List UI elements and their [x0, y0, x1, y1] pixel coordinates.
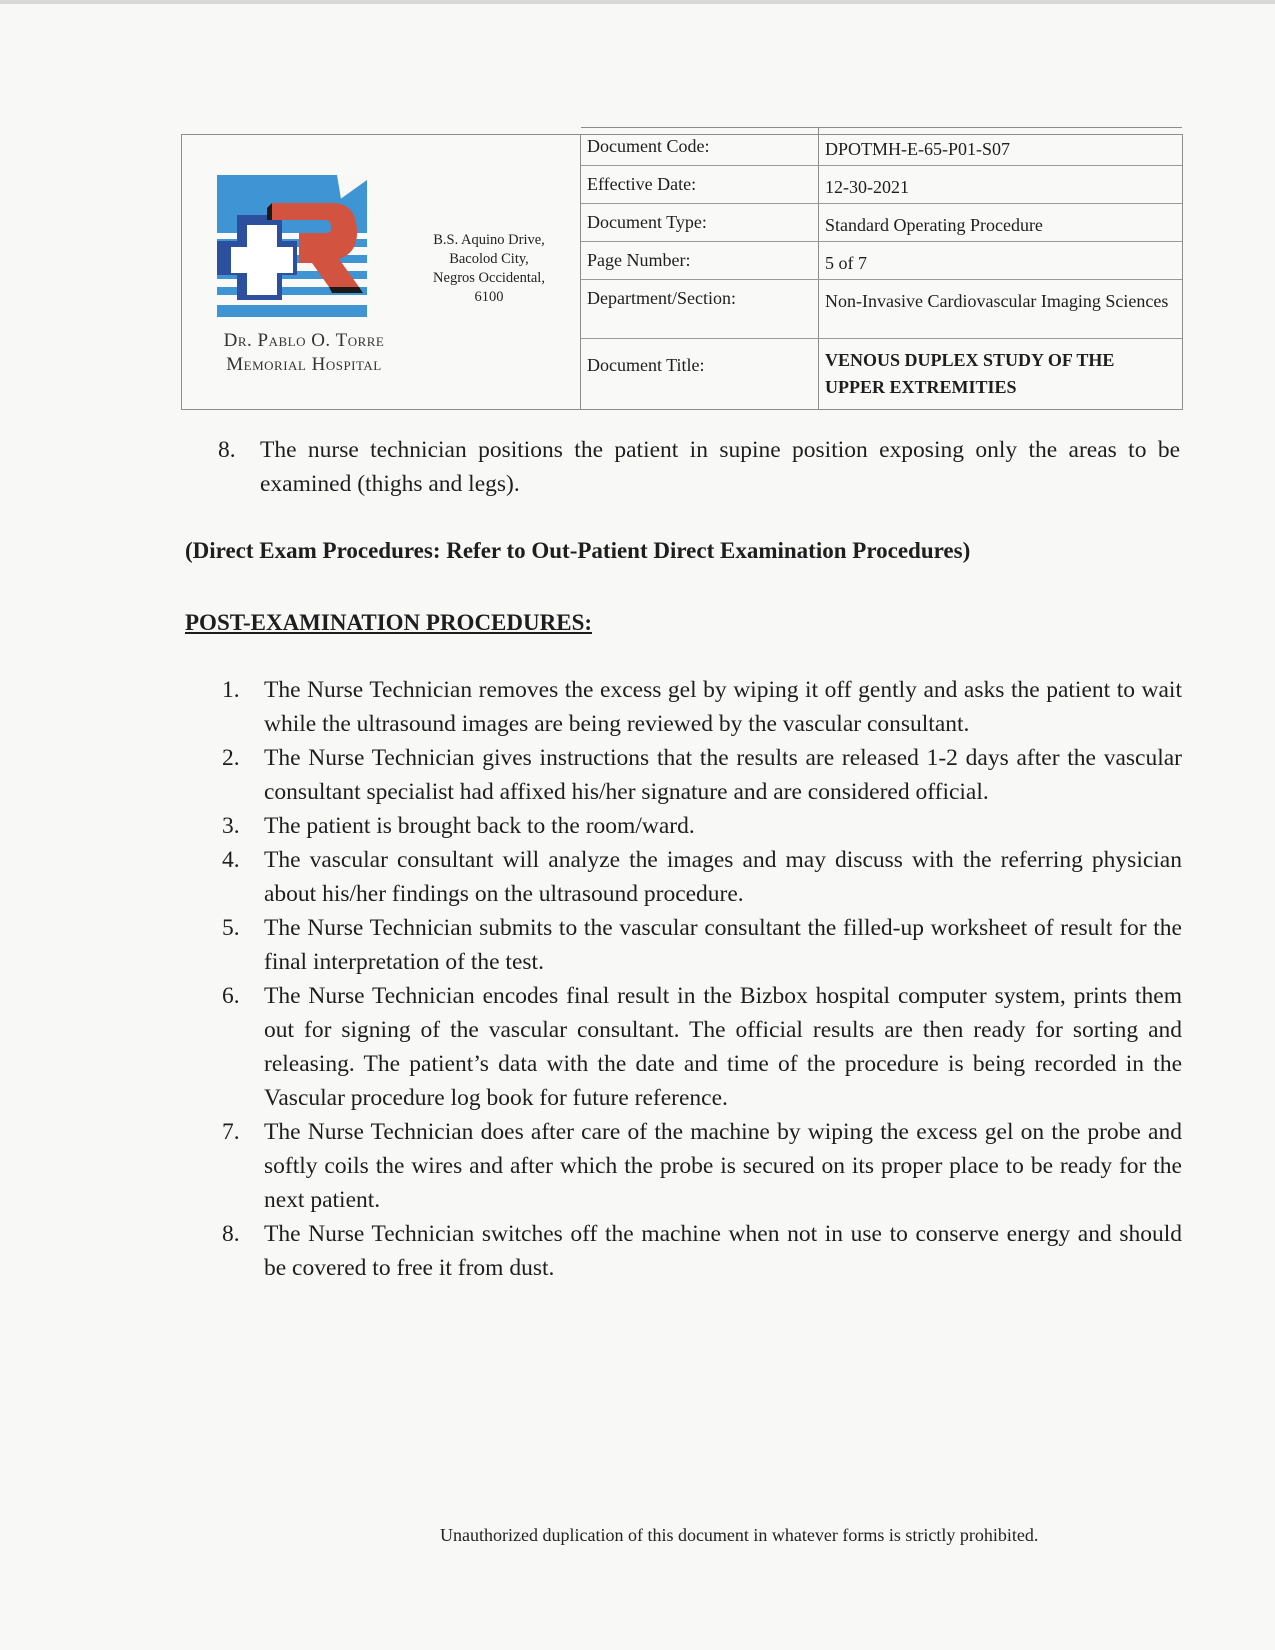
item-text: The Nurse Technician removes the excess gel by wiping it off gently and asks the patient to wait while the ultrasound images are being reviewed by the vascular consultant. — [264, 677, 1182, 737]
list-item — [222, 1217, 1182, 1285]
meta-value: DPOTMH-E-65-P01-S07 — [825, 139, 1011, 159]
meta-label: Document Type: — [581, 204, 819, 241]
meta-row-document-title — [581, 339, 1182, 409]
item-number: 8. — [218, 437, 236, 463]
meta-label: Document Title: — [581, 339, 819, 409]
list-item — [222, 673, 1182, 741]
item-number: 7. — [222, 1119, 240, 1145]
meta-value: 5 of 7 — [825, 253, 867, 273]
post-exam-heading — [185, 610, 1185, 636]
item-text: The vascular consultant will analyze the images and may discuss with the referring physician about his/her findings on the ultrasound procedure. — [264, 847, 1182, 907]
list-item — [218, 433, 1180, 501]
document-meta-grid — [581, 127, 1182, 409]
item-text: The nurse technician positions the patient in supine position exposing only the areas to be examined (thighs and legs). — [260, 437, 1180, 497]
list-item — [222, 1115, 1182, 1217]
hospital-address — [414, 231, 564, 309]
item-number: 1. — [222, 677, 240, 703]
item-number: 2. — [222, 745, 240, 771]
hospital-logo-icon — [217, 175, 372, 320]
hospital-name-line-2: Memorial Hospital — [226, 354, 382, 375]
direct-exam-note — [185, 538, 1185, 564]
document-header-table — [181, 134, 1183, 410]
page-edge — [0, 0, 1275, 4]
meta-value: 12-30-2021 — [825, 177, 909, 197]
item-number: 3. — [222, 813, 240, 839]
list-item — [222, 911, 1182, 979]
meta-label: Department/Section: — [581, 280, 819, 338]
item-text: The Nurse Technician gives instructions that the results are released 1-2 days after the vascular consultant specialist had affixed his/her signature and are considered official. — [264, 745, 1182, 805]
meta-label: Page Number: — [581, 242, 819, 279]
meta-row-document-type — [581, 204, 1182, 242]
list-item — [222, 741, 1182, 809]
item-text: The patient is brought back to the room/ward. — [264, 813, 695, 839]
document-title: VENOUS DUPLEX STUDY OF THE UPPER EXTREMITIES — [825, 350, 1115, 397]
meta-row-department — [581, 280, 1182, 339]
list-item — [222, 979, 1182, 1115]
meta-value: Standard Operating Procedure — [825, 215, 1043, 235]
continued-procedure-list — [218, 433, 1180, 501]
address-line: B.S. Aquino Drive, — [433, 232, 545, 248]
meta-label: Document Code: — [581, 128, 819, 165]
address-line: 6100 — [474, 289, 504, 305]
meta-label: Effective Date: — [581, 166, 819, 203]
item-number: 4. — [222, 847, 240, 873]
hospital-name-line-1: Dr. Pablo O. Torre — [223, 330, 385, 351]
hospital-name — [194, 329, 414, 377]
meta-value: Non-Invasive Cardiovascular Imaging Sciences — [825, 291, 1169, 311]
item-text: The Nurse Technician submits to the vascular consultant the filled-up worksheet of result for the final interpretation of the test. — [264, 915, 1182, 975]
meta-row-effective-date — [581, 166, 1182, 204]
meta-row-page-number — [581, 242, 1182, 280]
logo-cell — [182, 135, 581, 409]
section-heading: POST-EXAMINATION PROCEDURES: — [185, 610, 593, 635]
meta-row-document-code — [581, 128, 1182, 166]
item-number: 8. — [222, 1221, 240, 1247]
item-number: 5. — [222, 915, 240, 941]
item-number: 6. — [222, 983, 240, 1009]
post-exam-list — [222, 673, 1182, 1285]
direct-exam-note-text: (Direct Exam Procedures: Refer to Out-Patient Direct Examination Procedures) — [185, 538, 971, 563]
list-item — [222, 843, 1182, 911]
item-text: The Nurse Technician encodes final result in the Bizbox hospital computer system, prints them out for signing of the vascular consultant. The official results are then ready for sorting and releasing. The patient’s data with the date and time of the procedure is being recorded in the Vascular procedure log book for future reference. — [264, 983, 1182, 1111]
address-line: Bacolod City, — [449, 251, 529, 267]
item-text: The Nurse Technician switches off the machine when not in use to conserve energy and should be covered to free it from dust. — [264, 1221, 1182, 1281]
footer-disclaimer: Unauthorized duplication of this document in whatever forms is strictly prohibited. — [440, 1525, 1039, 1545]
item-text: The Nurse Technician does after care of the machine by wiping the excess gel on the probe and softly coils the wires and after which the probe is secured on its proper place to be ready for the next patient. — [264, 1119, 1182, 1213]
address-line: Negros Occidental, — [433, 270, 545, 286]
list-item — [222, 809, 1182, 843]
